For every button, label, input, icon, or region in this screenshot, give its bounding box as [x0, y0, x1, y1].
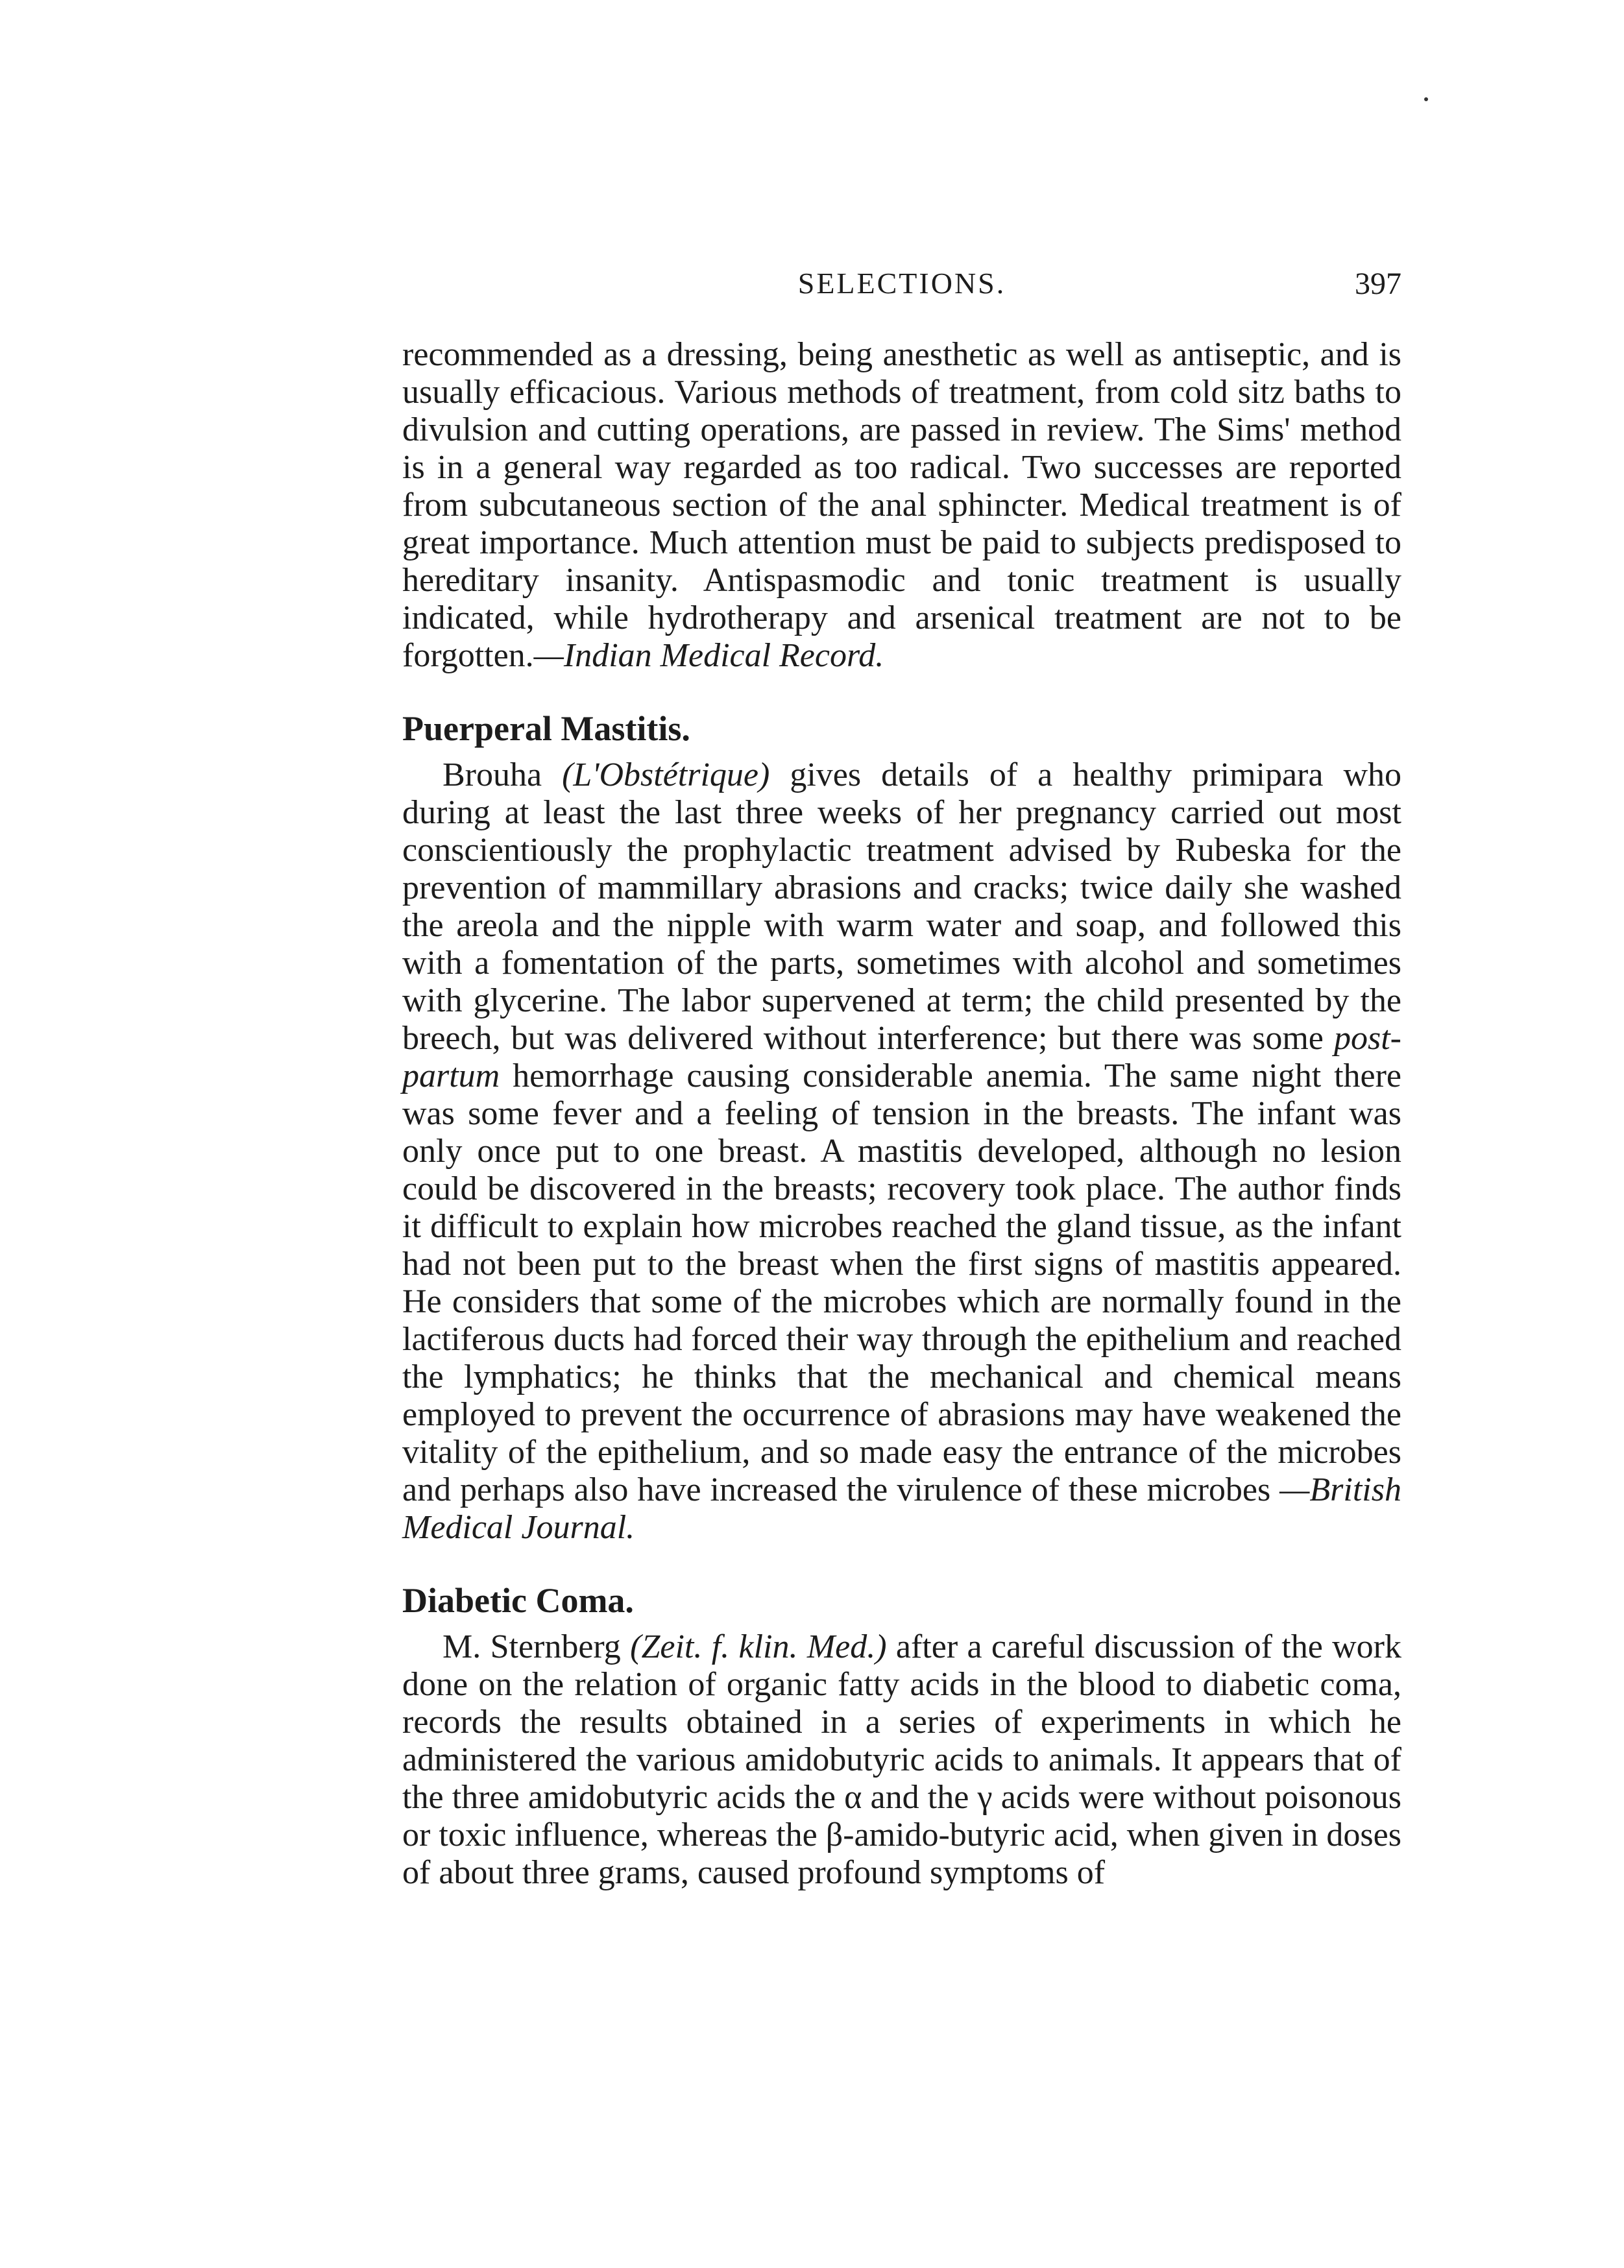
- mastitis-italic-term: post-partum: [402, 1020, 1401, 1094]
- mastitis-journal-ref: (L'Obstétrique): [562, 756, 770, 793]
- book-page: [402, 266, 1401, 1892]
- mastitis-text-part1: gives details of a healthy primipara who during at least the last three weeks of her pregnancy carried out most conscientiously the prophylactic treatment advised by Rubeska for the prevention of mammillary abrasions and cracks; twice daily she washed the areola and the nipple with warm water and soap, and followed this with a fomentation of the parts, sometimes with alcohol and sometimes with glycerine. The labor supervened at term; the child presented by the breech, but was delivered without interference; but there was some: [402, 756, 1402, 1057]
- continuation-text: recommended as a dressing, being anesthetic as well as antiseptic, and is usually efficacious. Various methods of treatment, from cold sitz baths to divulsion and cutting operations, are passed in review. The Sims' method is in a general way regarded as too radical. Two successes are reported from subcutaneous section of the anal sphincter. Medical treatment is of great importance. Much attention must be paid to subjects predisposed to hereditary insanity. Antispasmodic and tonic treatment is usually indicated, while hydrotherapy and arsenical treatment are not to be forgotten.: [402, 336, 1401, 674]
- stray-mark-top: [1424, 97, 1428, 101]
- diabetic-author: M. Sternberg: [442, 1628, 621, 1665]
- diabetic-journal-ref: (Zeit. f. klin. Med.): [630, 1628, 887, 1665]
- continuation-source: —Indian Medical Record.: [533, 637, 884, 674]
- diabetic-coma-paragraph: [402, 1628, 1401, 1892]
- section-heading-diabetic-coma: Diabetic Coma.: [402, 1581, 634, 1620]
- mastitis-text-part2: hemorrhage causing considerable anemia. The same night there was some fever and a feeling of tension in the breasts. The infant was only once put to one breast. A mastitis developed, although no lesion could be discovered in the breasts; recovery took place. The author finds it difficult to explain how microbes reached the gland tissue, as the infant had not been put to the breast when the first signs of mastitis appeared. He considers that some of the microbes which are normally found in the lactiferous ducts had forced their way through the epithelium and reached the lymphatics; he thinks that the mechanical and chemical means employed to prevent the occurrence of abrasions may have weakened the vitality of the epithelium, and so made easy the entrance of the microbes and perhaps also have increased the virulence of these microbes: [402, 1057, 1401, 1508]
- mastitis-source: —British Medical Journal.: [402, 1471, 1401, 1546]
- diabetic-text: after a careful discussion of the work done on the relation of organic fatty acids in the blood to diabetic coma, records the results obtained in a series of experiments in which he administered the various amidobutyric acids to animals. It appears that of the three amidobutyric acids the α and the γ acids were without poisonous or toxic influence, whereas the β-amido-butyric acid, when given in doses of about three grams, caused profound symptoms of: [402, 1628, 1401, 1891]
- section-heading-mastitis: Puerperal Mastitis.: [402, 709, 690, 748]
- page-number: 397: [1355, 267, 1401, 301]
- running-title: SELECTIONS.: [797, 267, 1006, 300]
- mastitis-author: Brouha: [442, 756, 542, 793]
- continuation-paragraph: [402, 336, 1401, 675]
- running-head: [402, 266, 1401, 311]
- mastitis-paragraph: [402, 756, 1401, 1547]
